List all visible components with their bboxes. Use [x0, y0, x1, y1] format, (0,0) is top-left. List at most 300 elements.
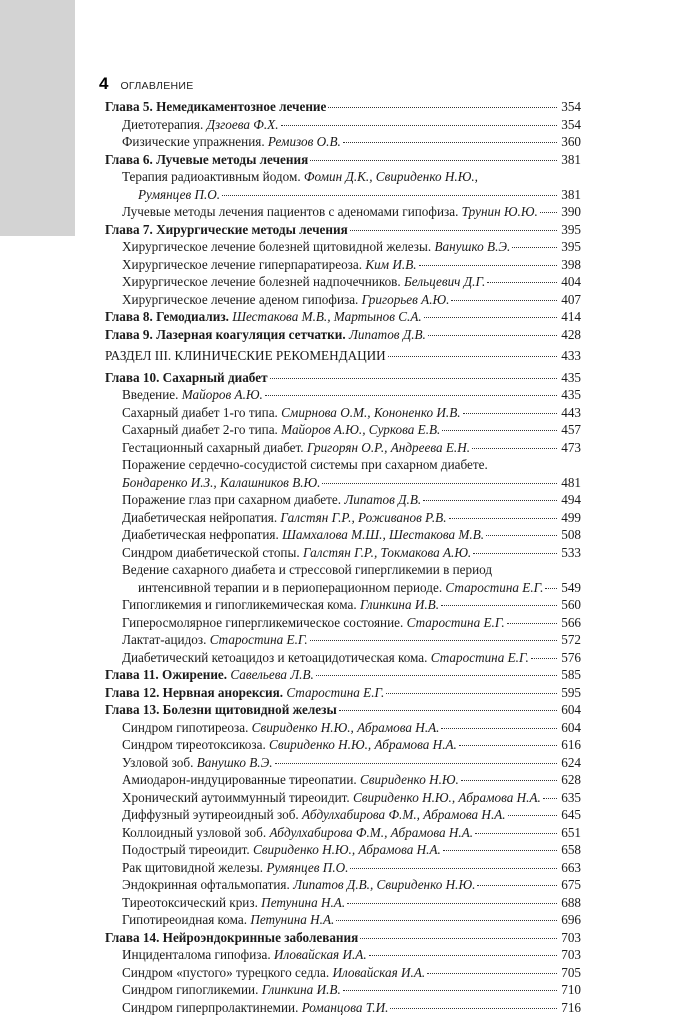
dot-leader [316, 675, 557, 676]
toc-entry[interactable] [105, 789, 581, 807]
toc-page-number: 404 [559, 273, 581, 291]
toc-entry[interactable] [105, 999, 581, 1016]
toc-entry-text [105, 308, 422, 326]
toc-page-number: 616 [559, 736, 581, 754]
toc-entry-text [122, 596, 439, 614]
toc-page-number: 433 [559, 347, 581, 365]
dot-leader [449, 518, 557, 519]
toc-page-number: 360 [559, 133, 581, 151]
toc-entry-text [122, 789, 541, 807]
dot-leader [487, 282, 557, 283]
toc-page-number: 658 [559, 841, 581, 859]
toc-entry-title: Рак щитовидной железы. [122, 860, 266, 875]
toc-entry[interactable] [105, 859, 581, 877]
toc-entry-authors: Румянцев П.О. [266, 860, 348, 875]
toc-entry-title: Поражение сердечно-сосудистой системы при сахарном диабете. [122, 457, 488, 472]
toc-page-number: 576 [559, 649, 581, 667]
toc-entry-title: Глава 12. Нервная анорексия. [105, 685, 286, 700]
page-number: 4 [99, 74, 108, 94]
dot-leader [265, 395, 557, 396]
toc-entry-text [105, 347, 386, 365]
dot-leader [222, 195, 557, 196]
toc-entry-text [105, 369, 268, 387]
toc-entry[interactable] [105, 203, 581, 221]
toc-entry-text [122, 404, 461, 422]
toc-entry-title: интенсивной терапии и в периоперационном периоде. [138, 580, 445, 595]
toc-entry-authors: Старостина Е.Г. [407, 615, 505, 630]
dot-leader [424, 317, 557, 318]
toc-entry-text [105, 666, 314, 684]
toc-entry-text [122, 386, 263, 404]
dot-leader [531, 658, 557, 659]
toc-entry-authors: Ванушко В.Э. [434, 239, 510, 254]
toc-page-number: 398 [559, 256, 581, 274]
dot-leader [427, 973, 557, 974]
toc-entry-authors: Свириденко Н.Ю., Абрамова Н.А. [353, 790, 541, 805]
toc-chapter-entry[interactable] [105, 684, 581, 702]
toc-section-entry[interactable] [105, 347, 581, 365]
toc-chapter-entry[interactable] [105, 701, 581, 719]
toc-chapter-entry[interactable] [105, 98, 581, 116]
dot-leader [339, 710, 557, 711]
dot-leader [328, 107, 557, 108]
toc-entry[interactable] [105, 876, 581, 894]
dot-leader [459, 745, 557, 746]
toc-entry-text [122, 964, 425, 982]
dot-leader [451, 300, 557, 301]
toc-entry-title: Синдром гипотиреоза. [122, 720, 252, 735]
toc-page-number: 414 [559, 308, 581, 326]
toc-entry-text [122, 894, 345, 912]
toc-entry-title: Хирургическое лечение аденом гипофиза. [122, 292, 362, 307]
toc-entry-title: Хирургическое лечение гиперпаратиреоза. [122, 257, 365, 272]
toc-entry-title: Хирургическое лечение болезней надпочечников. [122, 274, 404, 289]
toc-entry-text [122, 859, 348, 877]
toc-entry-text [122, 421, 440, 439]
toc-entry-authors: Липатов Д.В. [344, 492, 421, 507]
toc-entry-text [122, 491, 421, 509]
toc-page-number: 703 [559, 929, 581, 947]
toc-entry-text [122, 439, 470, 457]
toc-entry-title: Глава 14. Нейроэндокринные заболевания [105, 930, 358, 945]
toc-entry-authors: Свириденко Н.Ю., Абрамова Н.А. [269, 737, 457, 752]
dot-leader [428, 335, 557, 336]
toc-entry-title: Диабетическая нейропатия. [122, 510, 280, 525]
toc-entry-title: Синдром гипогликемии. [122, 982, 262, 997]
toc-entry-title: Введение. [122, 387, 182, 402]
toc-entry-text [122, 911, 334, 929]
toc-page-number: 494 [559, 491, 581, 509]
toc-entry-title: Глава 10. Сахарный диабет [105, 370, 268, 385]
toc-entry[interactable] [105, 256, 581, 274]
toc-page-number: 457 [559, 421, 581, 439]
toc-entry-authors: Петунина Н.А. [250, 912, 334, 927]
dot-leader [310, 640, 557, 641]
toc-entry[interactable] [105, 526, 581, 544]
toc-entry-title: Сахарный диабет 2-го типа. [122, 422, 281, 437]
toc-page-number: 696 [559, 911, 581, 929]
dot-leader [442, 430, 557, 431]
dot-leader [343, 990, 557, 991]
toc-entry-title: Хирургическое лечение болезней щитовидной железы. [122, 239, 434, 254]
dot-leader [477, 885, 557, 886]
toc-entry-text [122, 719, 439, 737]
toc-entry-title: Тиреотоксический криз. [122, 895, 261, 910]
toc-entry-text [122, 981, 341, 999]
toc-entry-text [122, 736, 457, 754]
toc-entry-title: Диетотерапия. [122, 117, 207, 132]
dot-leader [472, 448, 557, 449]
toc-entry-authors: Глинкина И.В. [360, 597, 439, 612]
dot-leader [475, 833, 557, 834]
toc-entry-text [138, 579, 543, 597]
toc-page-number: 663 [559, 859, 581, 877]
toc-entry-text [105, 929, 358, 947]
toc-entry-authors: Трунин Ю.Ю. [462, 204, 538, 219]
toc-entry-text [122, 544, 471, 562]
toc-entry[interactable] [105, 116, 581, 134]
toc-entry-title: Глава 7. Хирургические методы лечения [105, 222, 348, 237]
toc-entry[interactable] [105, 456, 581, 474]
toc-entry-title: Глава 11. Ожирение. [105, 667, 230, 682]
toc-entry[interactable] [105, 509, 581, 527]
toc-entry[interactable] [105, 649, 581, 667]
dot-leader [350, 868, 557, 869]
toc-entry[interactable] [105, 386, 581, 404]
toc-page-number: 499 [559, 509, 581, 527]
toc-page-number: 354 [559, 98, 581, 116]
dot-leader [322, 483, 557, 484]
dot-leader [275, 763, 557, 764]
toc-entry[interactable] [105, 238, 581, 256]
toc-page-number: 710 [559, 981, 581, 999]
toc-entry[interactable] [105, 273, 581, 291]
toc-entry-authors: Галстян Г.Р., Роживанов Р.В. [280, 510, 446, 525]
toc-entry[interactable] [105, 439, 581, 457]
toc-entry-text [122, 203, 538, 221]
toc-entry-title: Синдром тиреотоксикоза. [122, 737, 269, 752]
toc-page-number: 572 [559, 631, 581, 649]
toc-entry-title: Диффузный эутиреоидный зоб. [122, 807, 302, 822]
toc-entry[interactable] [105, 946, 581, 964]
toc-entry-authors: Ким И.В. [365, 257, 416, 272]
dot-leader [310, 160, 557, 161]
toc-entry-authors: Старостина Е.Г. [445, 580, 543, 595]
toc-entry-title: Глава 8. Гемодиализ. [105, 309, 232, 324]
dot-leader [350, 230, 557, 231]
toc-entry-text [122, 133, 341, 151]
dot-leader [270, 378, 557, 379]
dot-leader [461, 780, 557, 781]
toc-entry[interactable] [105, 596, 581, 614]
toc-chapter-entry[interactable] [105, 369, 581, 387]
toc-entry-text [105, 221, 348, 239]
dot-leader [486, 535, 557, 536]
toc-entry-title: Диабетический кетоацидоз и кетоацидотическая кома. [122, 650, 431, 665]
toc-entry[interactable] [105, 579, 581, 597]
toc-entry-text [122, 168, 478, 186]
toc-entry[interactable] [105, 561, 581, 579]
toc-entry-text [105, 684, 384, 702]
toc-entry-text [122, 631, 308, 649]
dot-leader [512, 247, 557, 248]
table-of-contents [105, 98, 581, 1016]
toc-entry-text [105, 151, 308, 169]
toc-entry-text [105, 326, 426, 344]
toc-entry-title: РАЗДЕЛ III. КЛИНИЧЕСКИЕ РЕКОМЕНДАЦИИ [105, 348, 386, 363]
toc-entry-title: Сахарный диабет 1-го типа. [122, 405, 281, 420]
toc-entry[interactable] [105, 981, 581, 999]
toc-entry-text [122, 649, 529, 667]
toc-entry-title: Лактат-ацидоз. [122, 632, 210, 647]
toc-entry-text [122, 824, 473, 842]
toc-entry-title: Синдром гиперпролактинемии. [122, 1000, 302, 1015]
dot-leader [441, 605, 557, 606]
toc-chapter-entry[interactable] [105, 308, 581, 326]
dot-leader [463, 413, 557, 414]
margin-gray-bar [0, 0, 75, 236]
toc-entry-title: Терапия радиоактивным йодом. [122, 169, 304, 184]
toc-entry-authors: Майоров А.Ю. [182, 387, 263, 402]
toc-entry[interactable] [105, 824, 581, 842]
toc-entry-authors: Липатов Д.В. [349, 327, 426, 342]
toc-page-number: 703 [559, 946, 581, 964]
toc-page-number: 675 [559, 876, 581, 894]
toc-page-number: 645 [559, 806, 581, 824]
toc-entry-text [122, 876, 475, 894]
dot-leader [390, 1008, 557, 1009]
dot-leader [441, 728, 557, 729]
toc-entry-title: Диабетическая нефропатия. [122, 527, 282, 542]
toc-entry-authors: Дзгоева Ф.Х. [207, 117, 279, 132]
toc-entry[interactable] [105, 771, 581, 789]
toc-entry-title: Подострый тиреоидит. [122, 842, 253, 857]
toc-entry[interactable] [105, 404, 581, 422]
toc-entry[interactable] [105, 168, 581, 186]
toc-page-number: 407 [559, 291, 581, 309]
toc-entry-text [122, 509, 447, 527]
toc-page-number: 354 [559, 116, 581, 134]
toc-entry-title: Гестационный сахарный диабет. [122, 440, 307, 455]
toc-entry-text [122, 614, 505, 632]
toc-entry-text [122, 771, 459, 789]
toc-entry-title: Глава 9. Лазерная коагуляция сетчатки. [105, 327, 349, 342]
toc-page-number: 635 [559, 789, 581, 807]
toc-page-number: 435 [559, 369, 581, 387]
toc-entry-authors: Абдулхабирова Ф.М., Абрамова Н.А. [302, 807, 506, 822]
toc-page-number: 604 [559, 719, 581, 737]
toc-entry-authors: Григорян О.Р., Андреева Е.Н. [307, 440, 470, 455]
toc-chapter-entry[interactable] [105, 666, 581, 684]
toc-entry-text [138, 186, 220, 204]
toc-entry-authors: Ванушко В.Э. [197, 755, 273, 770]
toc-page-number: 390 [559, 203, 581, 221]
toc-entry-title: Амиодарон-индуцированные тиреопатии. [122, 772, 360, 787]
toc-entry[interactable] [105, 291, 581, 309]
toc-entry[interactable] [105, 754, 581, 772]
toc-entry[interactable] [105, 894, 581, 912]
toc-entry-authors: Шестакова М.В., Мартынов С.А. [232, 309, 421, 324]
dot-leader [473, 553, 557, 554]
toc-page-number: 381 [559, 151, 581, 169]
toc-entry[interactable] [105, 614, 581, 632]
dot-leader [386, 693, 557, 694]
toc-entry-title: Инциденталома гипофиза. [122, 947, 274, 962]
toc-entry-authors: Бондаренко И.З., Калашников В.Ю. [122, 475, 320, 490]
toc-entry-title: Коллоидный узловой зоб. [122, 825, 269, 840]
toc-entry-text [122, 474, 320, 492]
toc-entry-title: Эндокринная офтальмопатия. [122, 877, 293, 892]
toc-entry-authors: Липатов Д.В., Свириденко Н.Ю. [293, 877, 475, 892]
toc-entry[interactable] [105, 911, 581, 929]
dot-leader [540, 212, 557, 213]
toc-entry-text [105, 98, 326, 116]
toc-entry-authors: Ремизов О.В. [268, 134, 341, 149]
toc-entry-authors: Смирнова О.М., Кононенко И.В. [281, 405, 460, 420]
toc-page-number: 585 [559, 666, 581, 684]
toc-page-number: 395 [559, 221, 581, 239]
toc-entry-authors: Глинкина И.В. [262, 982, 341, 997]
toc-page-number: 508 [559, 526, 581, 544]
toc-entry-text [122, 456, 488, 474]
toc-entry-text [122, 291, 449, 309]
toc-entry-authors: Иловайская И.А. [274, 947, 367, 962]
toc-entry-text [122, 946, 367, 964]
toc-entry-text [122, 806, 506, 824]
dot-leader [508, 815, 557, 816]
toc-entry-authors: Григорьев А.Ю. [362, 292, 450, 307]
toc-entry-title: Гипотиреоидная кома. [122, 912, 250, 927]
toc-entry-authors: Свириденко Н.Ю., Абрамова Н.А. [253, 842, 441, 857]
toc-entry[interactable] [105, 964, 581, 982]
toc-page-number: 716 [559, 999, 581, 1016]
toc-entry-authors: Абдулхабирова Ф.М., Абрамова Н.А. [269, 825, 473, 840]
toc-entry-authors: Старостина Е.Г. [431, 650, 529, 665]
dot-leader [343, 142, 557, 143]
toc-entry-title: Физические упражнения. [122, 134, 268, 149]
toc-entry-text [122, 273, 485, 291]
toc-entry[interactable] [105, 421, 581, 439]
toc-entry-authors: Романцова Т.И. [302, 1000, 389, 1015]
toc-page-number: 705 [559, 964, 581, 982]
toc-entry-authors: Бельцевич Д.Г. [404, 274, 485, 289]
toc-entry[interactable] [105, 736, 581, 754]
toc-page-number: 533 [559, 544, 581, 562]
toc-entry-title: Поражение глаз при сахарном диабете. [122, 492, 344, 507]
toc-page-number: 435 [559, 386, 581, 404]
toc-entry-title: Глава 6. Лучевые методы лечения [105, 152, 308, 167]
dot-leader [543, 798, 557, 799]
toc-entry[interactable] [105, 806, 581, 824]
dot-leader [360, 938, 557, 939]
toc-page-number: 604 [559, 701, 581, 719]
toc-entry-text [122, 116, 279, 134]
toc-entry-title: Лучевые методы лечения пациентов с аденомами гипофиза. [122, 204, 462, 219]
dot-leader [281, 125, 557, 126]
toc-chapter-entry[interactable] [105, 929, 581, 947]
toc-page-number: 560 [559, 596, 581, 614]
toc-page-number: 628 [559, 771, 581, 789]
toc-entry-authors: Фомин Д.К., Свириденко Н.Ю., [304, 169, 478, 184]
toc-entry-text [122, 238, 510, 256]
toc-chapter-entry[interactable] [105, 326, 581, 344]
toc-entry[interactable] [105, 719, 581, 737]
toc-entry-text [122, 754, 273, 772]
toc-entry-title: Глава 5. Немедикаментозное лечение [105, 99, 326, 114]
toc-entry-text [122, 561, 492, 579]
toc-page-number: 443 [559, 404, 581, 422]
toc-page-number: 428 [559, 326, 581, 344]
toc-page-number: 549 [559, 579, 581, 597]
toc-chapter-entry[interactable] [105, 151, 581, 169]
toc-page-number: 624 [559, 754, 581, 772]
page-header [99, 74, 194, 94]
toc-page-number: 381 [559, 186, 581, 204]
toc-entry-title: Гиперосмолярное гипергликемическое состояние. [122, 615, 407, 630]
toc-entry[interactable] [105, 544, 581, 562]
toc-entry[interactable] [105, 491, 581, 509]
dot-leader [369, 955, 557, 956]
toc-entry-authors: Савельева Л.В. [230, 667, 313, 682]
dot-leader [388, 356, 557, 357]
toc-entry-title: Хронический аутоиммунный тиреоидит. [122, 790, 353, 805]
dot-leader [347, 903, 557, 904]
toc-entry-authors: Румянцев П.О. [138, 187, 220, 202]
toc-entry[interactable] [105, 474, 581, 492]
toc-entry-title: Глава 13. Болезни щитовидной железы [105, 702, 337, 717]
toc-page-number: 481 [559, 474, 581, 492]
toc-entry-authors: Галстян Г.Р., Токмакова А.Ю. [303, 545, 471, 560]
running-head-title: ОГЛАВЛЕНИЕ [120, 80, 193, 92]
toc-page-number: 651 [559, 824, 581, 842]
toc-entry-text [105, 701, 337, 719]
dot-leader [545, 588, 557, 589]
toc-page-number: 688 [559, 894, 581, 912]
toc-entry-title: Ведение сахарного диабета и стрессовой гипергликемии в период [122, 562, 492, 577]
toc-chapter-entry[interactable] [105, 221, 581, 239]
toc-entry-title: Синдром диабетической стопы. [122, 545, 303, 560]
toc-entry-text [122, 526, 484, 544]
toc-entry-authors: Свириденко Н.Ю., Абрамова Н.А. [252, 720, 440, 735]
toc-entry-text [122, 999, 388, 1016]
toc-entry-authors: Иловайская И.А. [332, 965, 425, 980]
toc-entry-text [122, 841, 441, 859]
toc-entry[interactable] [105, 186, 581, 204]
toc-entry[interactable] [105, 841, 581, 859]
toc-page-number: 395 [559, 238, 581, 256]
toc-entry-authors: Старостина Е.Г. [210, 632, 308, 647]
toc-entry-text [122, 256, 417, 274]
toc-entry-title: Узловой зоб. [122, 755, 197, 770]
toc-entry-authors: Петунина Н.А. [261, 895, 345, 910]
toc-entry-authors: Старостина Е.Г. [286, 685, 384, 700]
dot-leader [419, 265, 557, 266]
dot-leader [443, 850, 557, 851]
toc-entry-authors: Майоров А.Ю., Суркова Е.В. [281, 422, 440, 437]
toc-page-number: 566 [559, 614, 581, 632]
dot-leader [423, 500, 557, 501]
toc-entry[interactable] [105, 133, 581, 151]
toc-page-number: 595 [559, 684, 581, 702]
toc-page-number: 473 [559, 439, 581, 457]
toc-entry-title: Синдром «пустого» турецкого седла. [122, 965, 332, 980]
dot-leader [336, 920, 557, 921]
dot-leader [507, 623, 557, 624]
toc-entry-title: Гипогликемия и гипогликемическая кома. [122, 597, 360, 612]
toc-entry-authors: Шамхалова М.Ш., Шестакова М.В. [282, 527, 484, 542]
toc-entry[interactable] [105, 631, 581, 649]
toc-entry-authors: Свириденко Н.Ю. [360, 772, 459, 787]
